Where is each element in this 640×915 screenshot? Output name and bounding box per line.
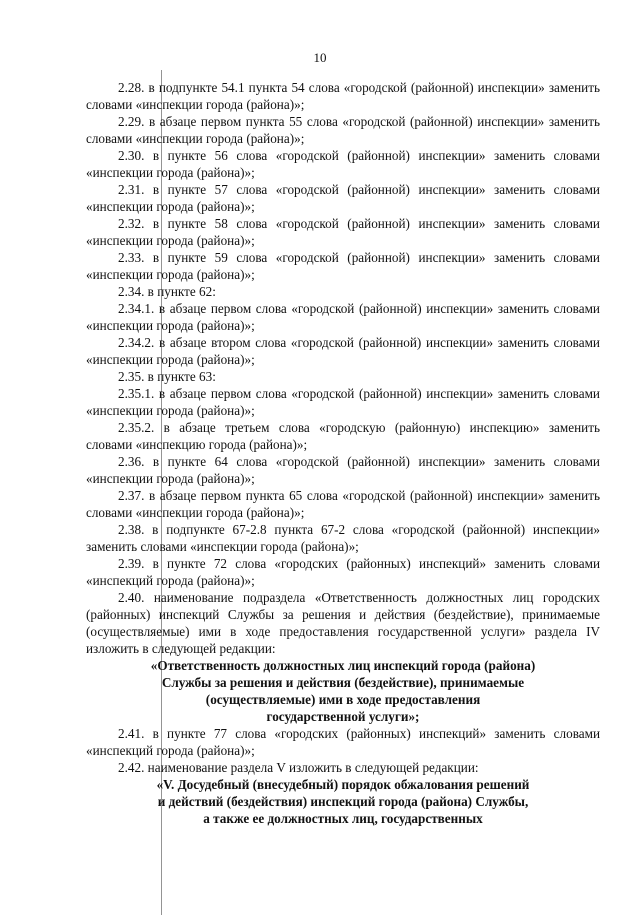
paragraph: 2.34.1. в абзаце первом слова «городской (районной) инспекции» заменить словами «инспекции города (района)»;: [86, 301, 600, 333]
heading-line: а также ее должностных лиц, государственных: [203, 811, 483, 826]
paragraph: 2.38. в подпункте 67-2.8 пункта 67-2 слова «городской (районной) инспекции» заменить словами «инспекции города (района)»;: [86, 522, 600, 554]
paragraph: 2.34.2. в абзаце втором слова «городской (районной) инспекции» заменить словами «инспекции города (района)»;: [86, 335, 600, 367]
paragraph: 2.42. наименование раздела V изложить в следующей редакции:: [118, 760, 479, 775]
heading-line: «Ответственность должностных лиц инспекций города (района): [150, 658, 536, 673]
paragraph: 2.29. в абзаце первом пункта 55 слова «городской (районной) инспекции» заменить словами «инспекции города (района)»;: [86, 114, 600, 146]
paragraph: 2.34. в пункте 62:: [118, 284, 216, 299]
paragraph: 2.35.1. в абзаце первом слова «городской (районной) инспекции» заменить словами «инспекции города (района)»;: [86, 386, 600, 418]
paragraph: 2.41. в пункте 77 слова «городских (районных) инспекций» заменить словами «инспекций города (района)»;: [86, 726, 600, 758]
page-number: 10: [313, 50, 327, 65]
heading-line: «V. Досудебный (внесудебный) порядок обжалования решений: [156, 777, 530, 792]
paragraph: 2.32. в пункте 58 слова «городской (районной) инспекции» заменить словами «инспекции города (района)»;: [86, 216, 600, 248]
paragraph: 2.36. в пункте 64 слова «городской (районной) инспекции» заменить словами «инспекции города (района)»;: [86, 454, 600, 486]
paragraph: 2.31. в пункте 57 слова «городской (районной) инспекции» заменить словами «инспекции города (района)»;: [86, 182, 600, 214]
paragraph: 2.33. в пункте 59 слова «городской (районной) инспекции» заменить словами «инспекции города (района)»;: [86, 250, 600, 282]
paragraph: 2.28. в подпункте 54.1 пункта 54 слова «городской (районной) инспекции» заменить словами «инспекции города (района)»;: [86, 80, 600, 112]
paragraph: 2.37. в абзаце первом пункта 65 слова «городской (районной) инспекции» заменить словами «инспекции города (района)»;: [86, 488, 600, 520]
section-heading-quote: [86, 776, 600, 827]
paragraph: 2.40. наименование подраздела «Ответственность должностных лиц городских (районных) инспекций Службы за решения и действия (бездействие), принимаемые (осуществляемые) ими в ходе предоставления государственной услуги» раздела IV изложить в следующей редакции:: [86, 590, 600, 656]
paragraph: 2.30. в пункте 56 слова «городской (районной) инспекции» заменить словами «инспекции города (района)»;: [86, 148, 600, 180]
section-heading-quote: [86, 657, 600, 725]
paragraph: 2.35.2. в абзаце третьем слова «городскую (районную) инспекцию» заменить словами «инспекцию города (района)»;: [86, 420, 600, 452]
paragraph: 2.35. в пункте 63:: [118, 369, 216, 384]
document-body: [86, 79, 600, 827]
heading-line: (осуществляемые) ими в ходе предоставления: [205, 692, 481, 707]
paragraph: 2.39. в пункте 72 слова «городских (районных) инспекций» заменить словами «инспекций города (района)»;: [86, 556, 600, 588]
heading-line: Службы за решения и действия (бездействие), принимаемые: [161, 675, 525, 690]
heading-line: и действий (бездействия) инспекций города (района) Службы,: [157, 794, 529, 809]
heading-line: государственной услуги»;: [266, 709, 420, 724]
